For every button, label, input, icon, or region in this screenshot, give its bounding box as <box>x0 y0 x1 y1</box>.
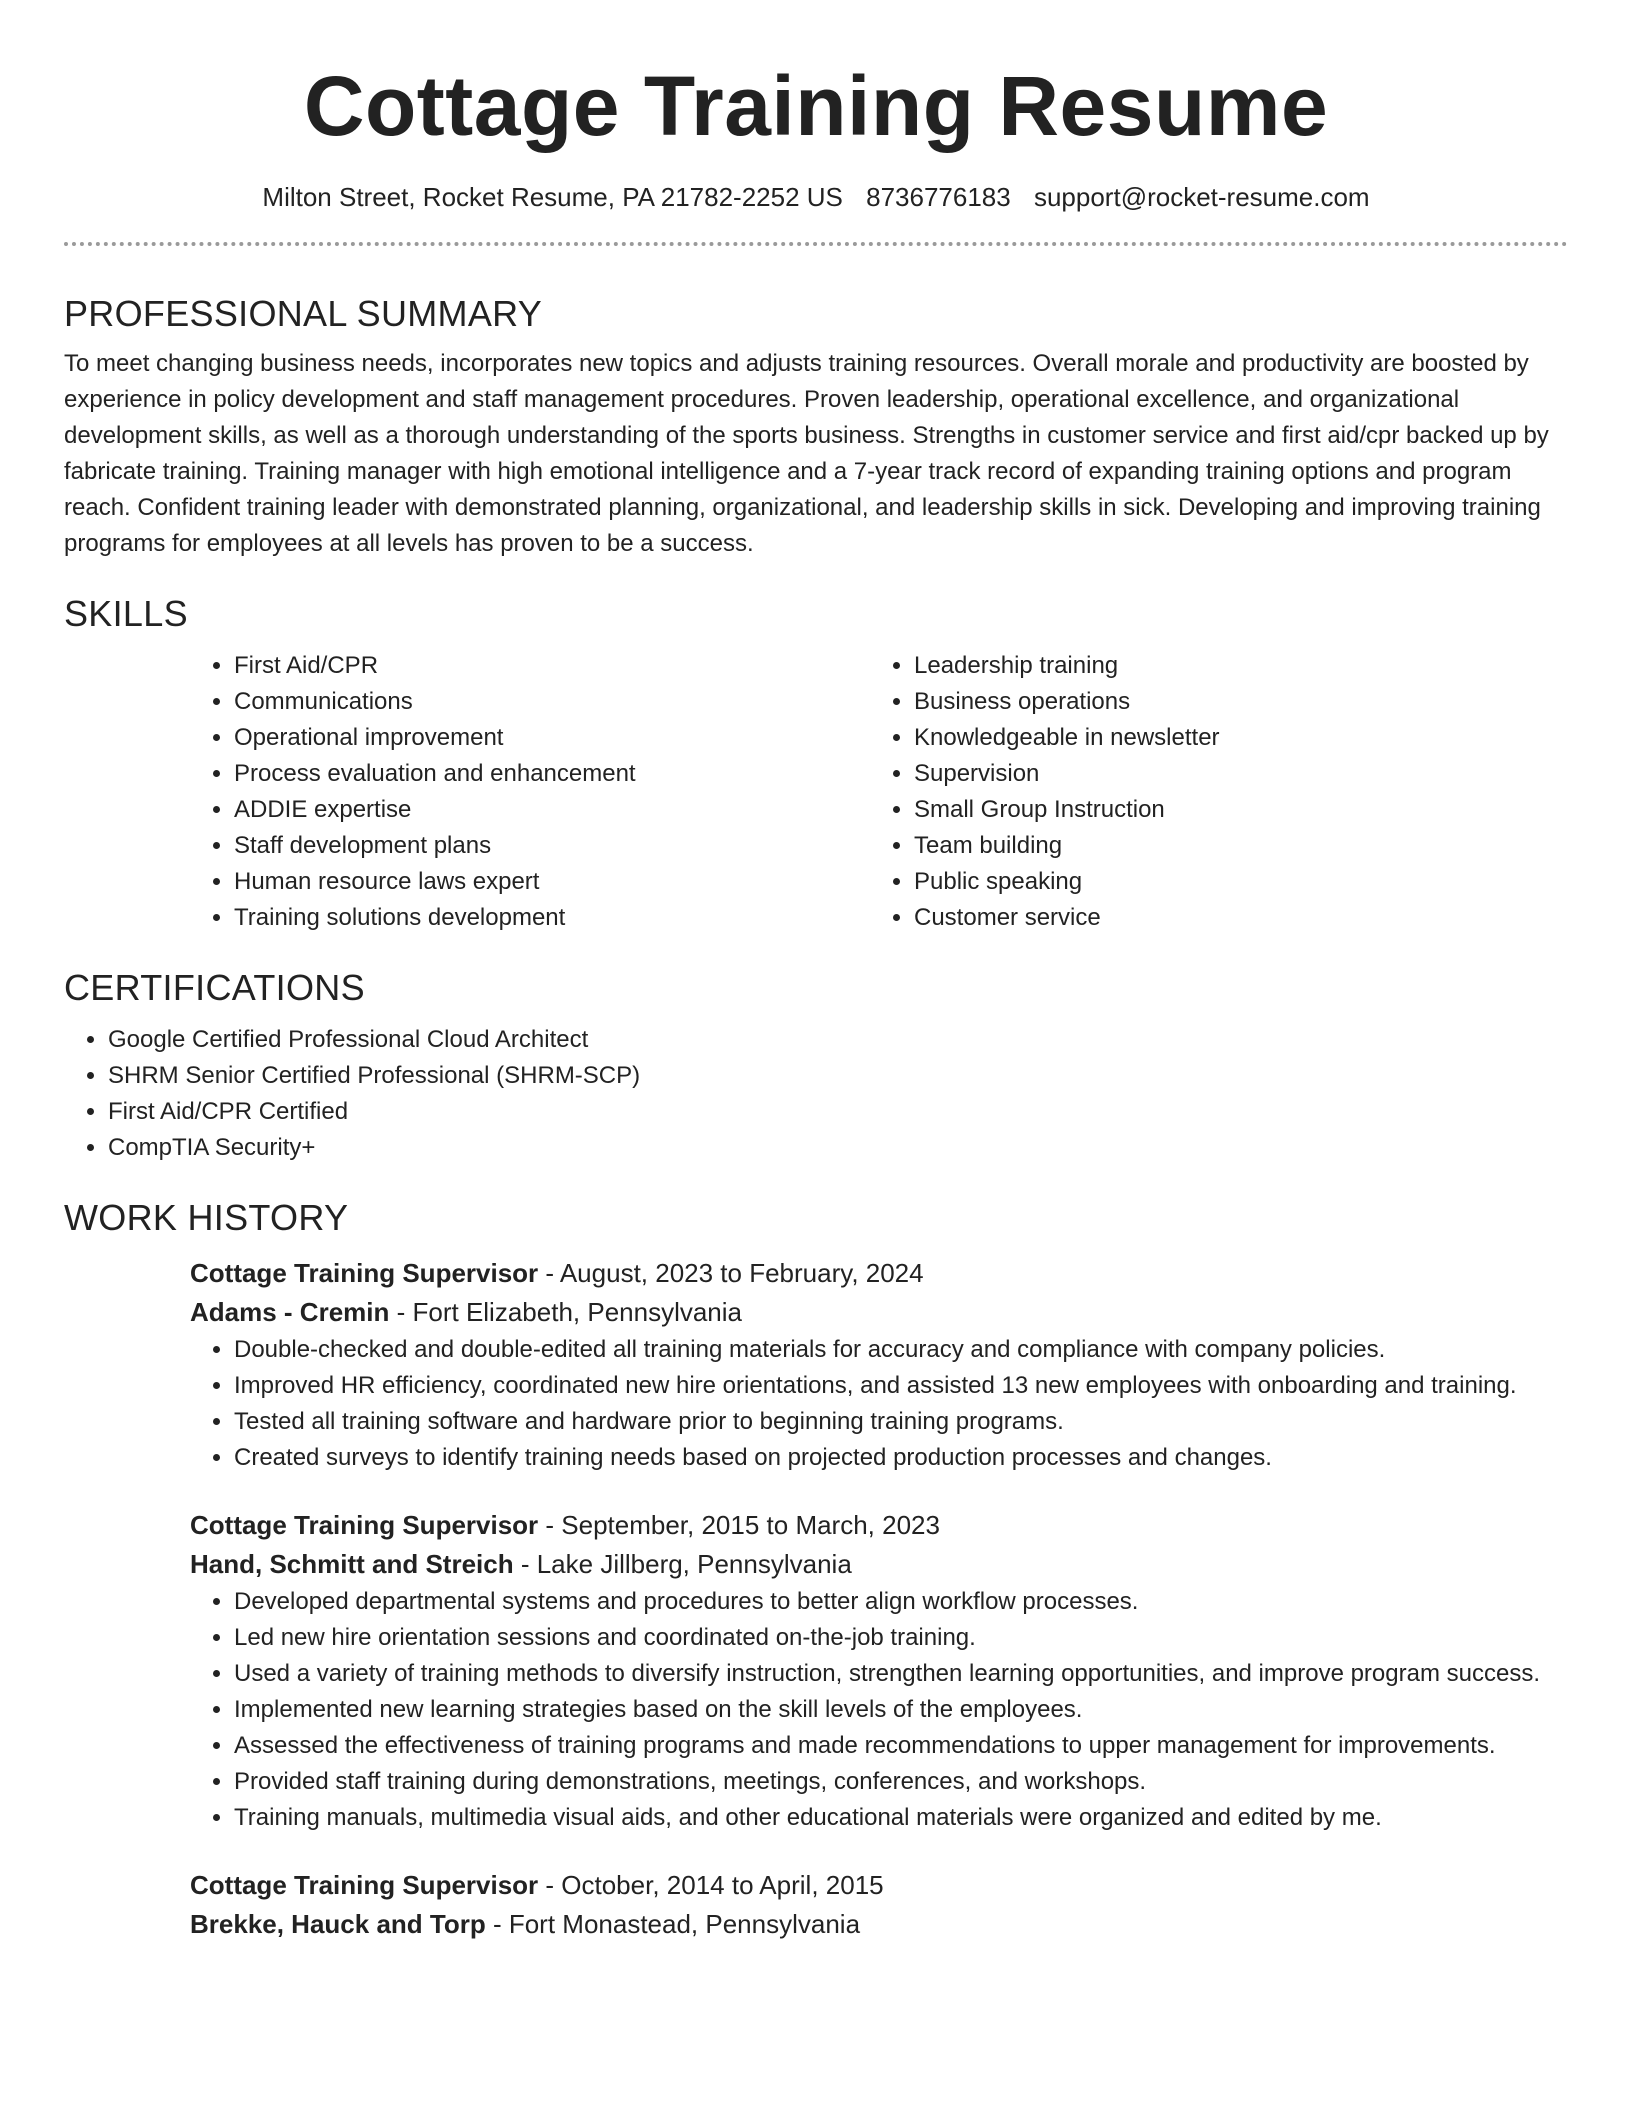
header-divider <box>64 242 1568 246</box>
list-item: • Training solutions development <box>234 900 870 936</box>
list-item: • Improved HR efficiency, coordinated new hire orientations, and assisted 13 new employees with onboarding and training. <box>234 1368 1568 1404</box>
list-item: • Tested all training software and hardware prior to beginning training programs. <box>234 1404 1568 1440</box>
list-item: • Led new hire orientation sessions and coordinated on-the-job training. <box>234 1620 1568 1656</box>
certifications-list <box>64 1022 1568 1166</box>
job-bullets <box>190 1584 1568 1836</box>
list-item: • Created surveys to identify training needs based on projected production processes and changes. <box>234 1440 1568 1476</box>
list-item: • Developed departmental systems and procedures to better align workflow processes. <box>234 1584 1568 1620</box>
job-entry <box>190 1254 1568 1476</box>
resume-title: Cottage Training Resume <box>303 59 1329 153</box>
list-item: • First Aid/CPR Certified <box>108 1094 1568 1130</box>
list-item: • Operational improvement <box>234 720 870 756</box>
summary-section <box>64 292 1568 562</box>
job-entry <box>190 1866 1568 1944</box>
job-dates: - August, 2023 to February, 2024 <box>538 1258 924 1288</box>
job-company-line <box>190 1545 1568 1584</box>
job-company: Hand, Schmitt and Streich <box>190 1549 514 1579</box>
list-item: • Leadership training <box>914 648 1550 684</box>
job-location: - Fort Elizabeth, Pennsylvania <box>389 1297 743 1327</box>
list-item: • SHRM Senior Certified Professional (SHRM-SCP) <box>108 1058 1568 1094</box>
list-item: • Knowledgeable in newsletter <box>914 720 1550 756</box>
resume-header <box>64 0 1568 214</box>
job-dates: - September, 2015 to March, 2023 <box>538 1510 940 1540</box>
list-item: • Training manuals, multimedia visual aids, and other educational materials were organized and edited by me. <box>234 1800 1568 1836</box>
summary-text: To meet changing business needs, incorporates new topics and adjusts training resources. Overall morale and productivity are boosted by experience in policy development and staff management procedures. Proven leadership, operational excellence, and organizational development skills, as well as a thorough understanding of the sports business. Strengths in customer service and first aid/cpr backed up by fabricate training. Training manager with high emotional intelligence and a 7-year track record of expanding training options and program reach. Confident training leader with demonstrated planning, organizational, and leadership skills in sick. Developing and improving training programs for employees at all levels has proven to be a success. <box>64 350 1549 557</box>
skills-column-right <box>870 648 1550 936</box>
work-history-section <box>64 1196 1568 1944</box>
list-item: • Staff development plans <box>234 828 870 864</box>
list-item: • Process evaluation and enhancement <box>234 756 870 792</box>
job-dates: - October, 2014 to April, 2015 <box>538 1870 884 1900</box>
contact-line <box>64 180 1568 214</box>
job-title-line <box>190 1254 1568 1293</box>
contact-address: Milton Street, Rocket Resume, PA 21782-2252 US <box>262 182 843 212</box>
skills-section <box>64 592 1568 936</box>
list-item: • Used a variety of training methods to diversify instruction, strengthen learning opportunities, and improve program success. <box>234 1656 1568 1692</box>
skills-heading: SKILLS <box>64 593 188 634</box>
job-bullets <box>190 1332 1568 1476</box>
contact-email: support@rocket-resume.com <box>1033 182 1370 212</box>
list-item: • Implemented new learning strategies based on the skill levels of the employees. <box>234 1692 1568 1728</box>
work-history-heading: WORK HISTORY <box>64 1197 349 1238</box>
job-company-line <box>190 1905 1568 1944</box>
job-role: Cottage Training Supervisor <box>190 1870 539 1900</box>
certifications-heading: CERTIFICATIONS <box>64 967 365 1008</box>
job-company: Brekke, Hauck and Torp <box>190 1909 486 1939</box>
list-item: • Double-checked and double-edited all training materials for accuracy and compliance with company policies. <box>234 1332 1568 1368</box>
list-item: • Small Group Instruction <box>914 792 1550 828</box>
job-title-line <box>190 1506 1568 1545</box>
job-role: Cottage Training Supervisor <box>190 1258 539 1288</box>
job-title-line <box>190 1866 1568 1905</box>
skills-list-left <box>190 648 870 936</box>
skills-list-right <box>870 648 1550 936</box>
list-item: • Business operations <box>914 684 1550 720</box>
list-item: • Public speaking <box>914 864 1550 900</box>
list-item: • Google Certified Professional Cloud Architect <box>108 1022 1568 1058</box>
list-item: • Team building <box>914 828 1550 864</box>
list-item: • Communications <box>234 684 870 720</box>
summary-heading: PROFESSIONAL SUMMARY <box>64 293 543 334</box>
list-item: • ADDIE expertise <box>234 792 870 828</box>
job-location: - Lake Jillberg, Pennsylvania <box>513 1549 852 1579</box>
job-company: Adams - Cremin <box>190 1297 390 1327</box>
skills-columns <box>190 648 1568 936</box>
list-item: • Supervision <box>914 756 1550 792</box>
list-item: • CompTIA Security+ <box>108 1130 1568 1166</box>
certifications-section <box>64 966 1568 1166</box>
job-entry <box>190 1506 1568 1836</box>
list-item: • First Aid/CPR <box>234 648 870 684</box>
list-item: • Provided staff training during demonstrations, meetings, conferences, and workshops. <box>234 1764 1568 1800</box>
contact-phone: 8736776183 <box>866 182 1011 212</box>
list-item: • Assessed the effectiveness of training programs and made recommendations to upper management for improvements. <box>234 1728 1568 1764</box>
list-item: • Human resource laws expert <box>234 864 870 900</box>
job-role: Cottage Training Supervisor <box>190 1510 539 1540</box>
job-company-line <box>190 1293 1568 1332</box>
list-item: • Customer service <box>914 900 1550 936</box>
skills-column-left <box>190 648 870 936</box>
job-location: - Fort Monastead, Pennsylvania <box>485 1909 861 1939</box>
